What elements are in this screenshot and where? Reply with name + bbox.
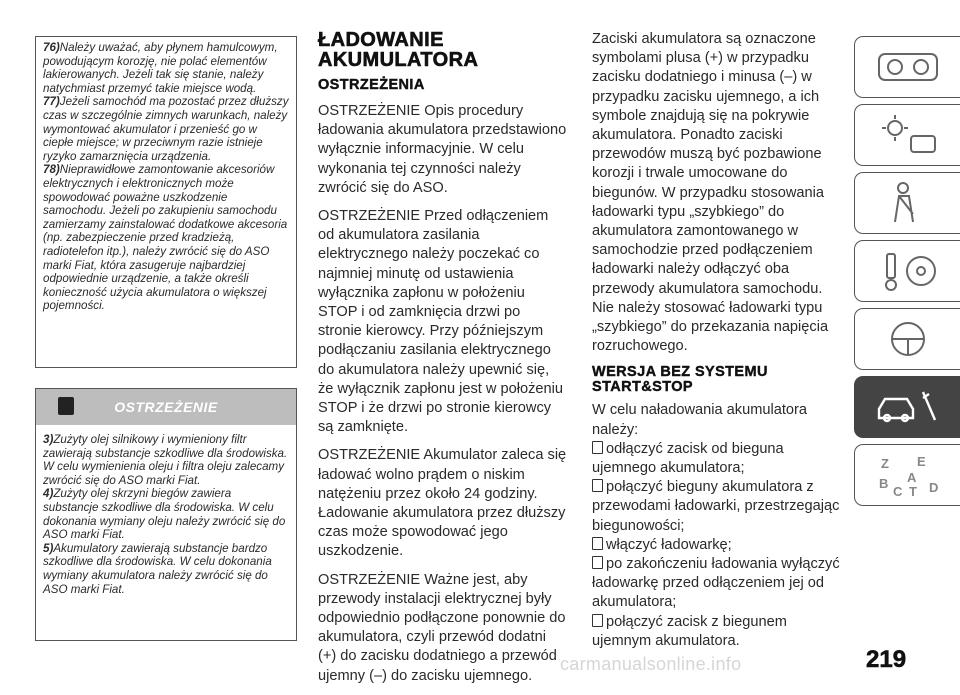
warning-paragraph: OSTRZEŻENIE Akumulator zaleca się ładować wolno prądem o niskim natężeniu przez około 24 godziny. Ładowanie akumulatora przez dłuższy czas może spowodować jego uszkodzenie.	[318, 447, 567, 560]
warning-paragraph: OSTRZEŻENIE Ważne jest, aby przewody instalacji elektrycznej były odpowiednio podłączone ponownie do akumulatora, czyli przewód dodatni (+) do zacisku dodatniego a przewód ujemny (–) do zacisku ujemnego.	[318, 571, 566, 684]
tab-safety[interactable]	[854, 172, 960, 234]
environment-warning-box	[35, 388, 297, 641]
notes-box	[35, 36, 297, 368]
environment-warning-header	[36, 389, 296, 425]
ignition-key-icon	[873, 248, 943, 294]
env-item: 5)Akumulatory zawierają substancje bardzo szkodliwe dla środowiska. W celu dokonania wymiany akumulatora należy zwrócić się do ASO marki Fiat.	[43, 541, 272, 596]
svg-text:Z: Z	[880, 456, 889, 471]
svg-text:D: D	[928, 480, 938, 495]
step-item: połączyć zacisk z biegunem ujemnym akumulatora.	[592, 613, 787, 649]
tab-warning-lights[interactable]	[854, 104, 960, 166]
warning-paragraph: OSTRZEŻENIE Przed odłączeniem od akumulatora zasilania elektrycznego należy poczekać co najmniej minutę od ustawienia wyłącznika zapłonu w położeniu STOP i od zamknięcia drzwi po stronie kierowcy. Przy późniejszym podłączaniu zasilania elektrycznego do akumulatora należy upewnić się, że wyłącznik zapłonu jest w położeniu STOP i że drzwi po stronie kierowcy są zamknięte.	[318, 208, 563, 436]
steps-lead: W celu naładowania akumulatora należy:	[592, 402, 807, 438]
environment-tree-icon	[58, 397, 74, 415]
watermark: carmanualsonline.info	[560, 654, 742, 674]
tab-maintenance[interactable]	[854, 376, 960, 438]
steering-wheel-icon	[873, 316, 943, 362]
terminals-paragraph: Zaciski akumulatora są oznaczone symbolami plusa (+) w przypadku zacisku dodatniego i minusa (–) w przypadku zacisku ujemnego, a ich symbole znajdują się na pokrywie akumulatora. Ponadto zaciski przewodów muszą być pozbawione korozji i trwale umocowane do biegunów. W przypadku stosowania ładowarki typu „szybkiego” do akumulatora zamontowanego w samochodzie przed podłączeniem ładowarki należy odłączyć oba przewody akumulatora samochodu. Nie należy stosować ładowarki typu „szybkiego” do przekazania napięcia rozruchowego.	[592, 31, 829, 355]
page-number: 219	[866, 646, 907, 673]
svg-text:A: A	[906, 470, 916, 485]
environment-warning-title: OSTRZEŻENIE	[114, 399, 218, 415]
warnings-heading: OSTRZEŻENIA	[318, 77, 425, 93]
checkbox-bullet-icon	[592, 479, 603, 492]
checkbox-bullet-icon	[592, 614, 603, 627]
note-item: 78)Nieprawidłowe zamontowanie akcesoriów elektrycznych i elektronicznych może spowodować poważne uszkodzenie samochodu. Jeżeli po zakupieniu samochodu zamierzamy zainstalować dodatkowe akcesoria (np. zabezpieczenie przed kradzieżą, radiotelefon itp.), należy zwrócić się do ASO marki Fiat, która zasugeruje najbardziej odpowiednie urządzenie, a także określi konieczność użycia akumulatora o większej pojemności.	[43, 163, 288, 313]
svg-text:C: C	[892, 484, 902, 498]
car-maintenance-icon	[873, 384, 943, 430]
step-item: włączyć ładowarkę;	[592, 536, 844, 555]
svg-text:T: T	[908, 484, 917, 498]
main-column	[318, 78, 568, 695]
svg-text:B: B	[878, 476, 888, 491]
note-item: 77)Jeżeli samochód ma pozostać przez dłuższy czas w szczególnie zimnych warunkach, należy wymontować akumulator i przenieść go w ciepłe miejsce; w przeciwnym razie istnieje ryzyko zamarznięcia urządzenia.	[43, 95, 289, 163]
right-column	[592, 30, 844, 651]
tab-dashboard[interactable]	[854, 36, 960, 98]
svg-text:E: E	[916, 454, 926, 469]
step-item: odłączyć zacisk od bieguna ujemnego akumulatora;	[592, 440, 784, 477]
step-item: połączyć bieguny akumulatora z przewodami ładowarki, przestrzegając biegunowości;	[592, 479, 840, 534]
page-title: ŁADOWANIE AKUMULATORA	[318, 29, 479, 71]
env-item: 3)Zużyty olej silnikowy i wymieniony filtr zawierają substancje szkodliwe dla środowiska. W celu wymienienia oleju i filtra oleju zalecamy zwrócić się do ASO marki Fiat.	[43, 433, 288, 487]
tab-index[interactable]	[854, 444, 960, 506]
warning-lights-icon	[873, 112, 943, 158]
dashboard-icon	[873, 44, 943, 90]
tab-emergency[interactable]	[854, 308, 960, 370]
section-heading: WERSJA BEZ SYSTEMU START&STOP	[592, 364, 768, 396]
seatbelt-icon	[873, 180, 943, 226]
checkbox-bullet-icon	[592, 537, 603, 550]
tab-starting-driving[interactable]	[854, 240, 960, 302]
step-item: po zakończeniu ładowania wyłączyć ładowarkę przed odłączeniem jej od akumulatora;	[592, 556, 840, 611]
env-item: 4)Zużyty olej skrzyni biegów zawiera substancje szkodliwe dla środowiska. W celu dokonania wymiany oleju należy zwrócić się do ASO marki Fiat.	[43, 487, 286, 542]
note-item: 76)Należy uważać, aby płynem hamulcowym, powodującym korozję, nie polać elementów lakierowanych. Jeżeli tak się stanie, należy natychmiast przemyć takie miejsce wodą.	[43, 41, 278, 95]
checkbox-bullet-icon	[592, 441, 603, 454]
checkbox-bullet-icon	[592, 556, 603, 569]
warning-paragraph: OSTRZEŻENIE Opis procedury ładowania akumulatora przedstawiono wyłącznie informacyjnie. W celu wykonania tej czynności należy zwrócić się do ASO.	[318, 103, 567, 196]
index-letters-icon	[873, 452, 943, 498]
